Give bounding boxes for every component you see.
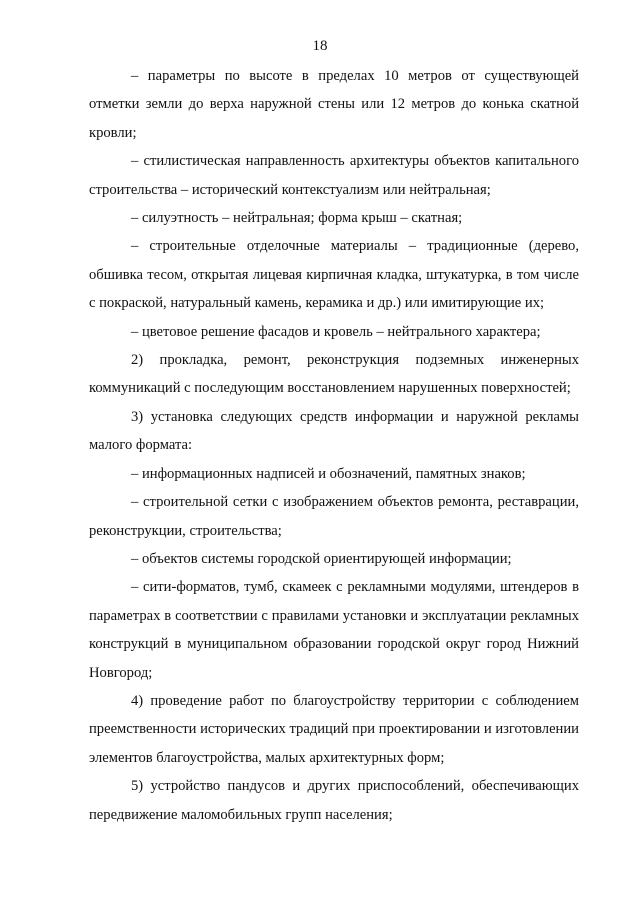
paragraph-ramps: 5) устройство пандусов и других приспособлений, обеспечивающих передвижение маломобильных групп населения; bbox=[89, 778, 579, 823]
document-body bbox=[89, 62, 579, 829]
page-number: 18 bbox=[312, 38, 328, 54]
paragraph-silhouette-roof: – силуэтность – нейтральная; форма крыш – скатная; bbox=[131, 210, 463, 227]
paragraph-utilities: 2) прокладка, ремонт, реконструкция подземных инженерных коммуникаций с последующим восстановлением нарушенных поверхностей; bbox=[89, 352, 579, 397]
paragraph-inscriptions: – информационных надписей и обозначений, памятных знаков; bbox=[131, 465, 526, 482]
paragraph-facade-colors: – цветовое решение фасадов и кровель – нейтрального характера; bbox=[131, 323, 541, 340]
paragraph-wayfinding: – объектов системы городской ориентирующей информации; bbox=[131, 550, 512, 567]
paragraph-architectural-style: – стилистическая направленность архитектуры объектов капитального строительства – исторический контекстуализм или нейтральная; bbox=[89, 153, 579, 198]
paragraph-landscaping: 4) проведение работ по благоустройству территории с соблюдением преемственности исторических традиций при проектировании и изготовлении элементов благоустройства, малых архитектурных форм; bbox=[89, 692, 579, 766]
paragraph-city-formats: – сити-форматов, тумб, скамеек с рекламными модулями, штендеров в параметрах в соответствии с правилами установки и эксплуатации рекламных конструкций в муниципальном образовании городской округ город Нижний Новгород; bbox=[89, 579, 579, 681]
paragraph-height-parameters: – параметры по высоте в пределах 10 метров от существующей отметки земли до верха наружной стены или 12 метров до конька скатной кровли; bbox=[89, 68, 579, 141]
paragraph-finishing-materials: – строительные отделочные материалы – традиционные (дерево, обшивка тесом, открытая лицевая кирпичная кладка, штукатурка, в том числе с покраской, натуральный камень, керамика и др.) или имитирующие их; bbox=[89, 238, 579, 312]
paragraph-advertising: 3) установка следующих средств информации и наружной рекламы малого формата: bbox=[89, 408, 579, 454]
paragraph-construction-mesh: – строительной сетки с изображением объектов ремонта, реставрации, реконструкции, строительства; bbox=[89, 494, 579, 539]
